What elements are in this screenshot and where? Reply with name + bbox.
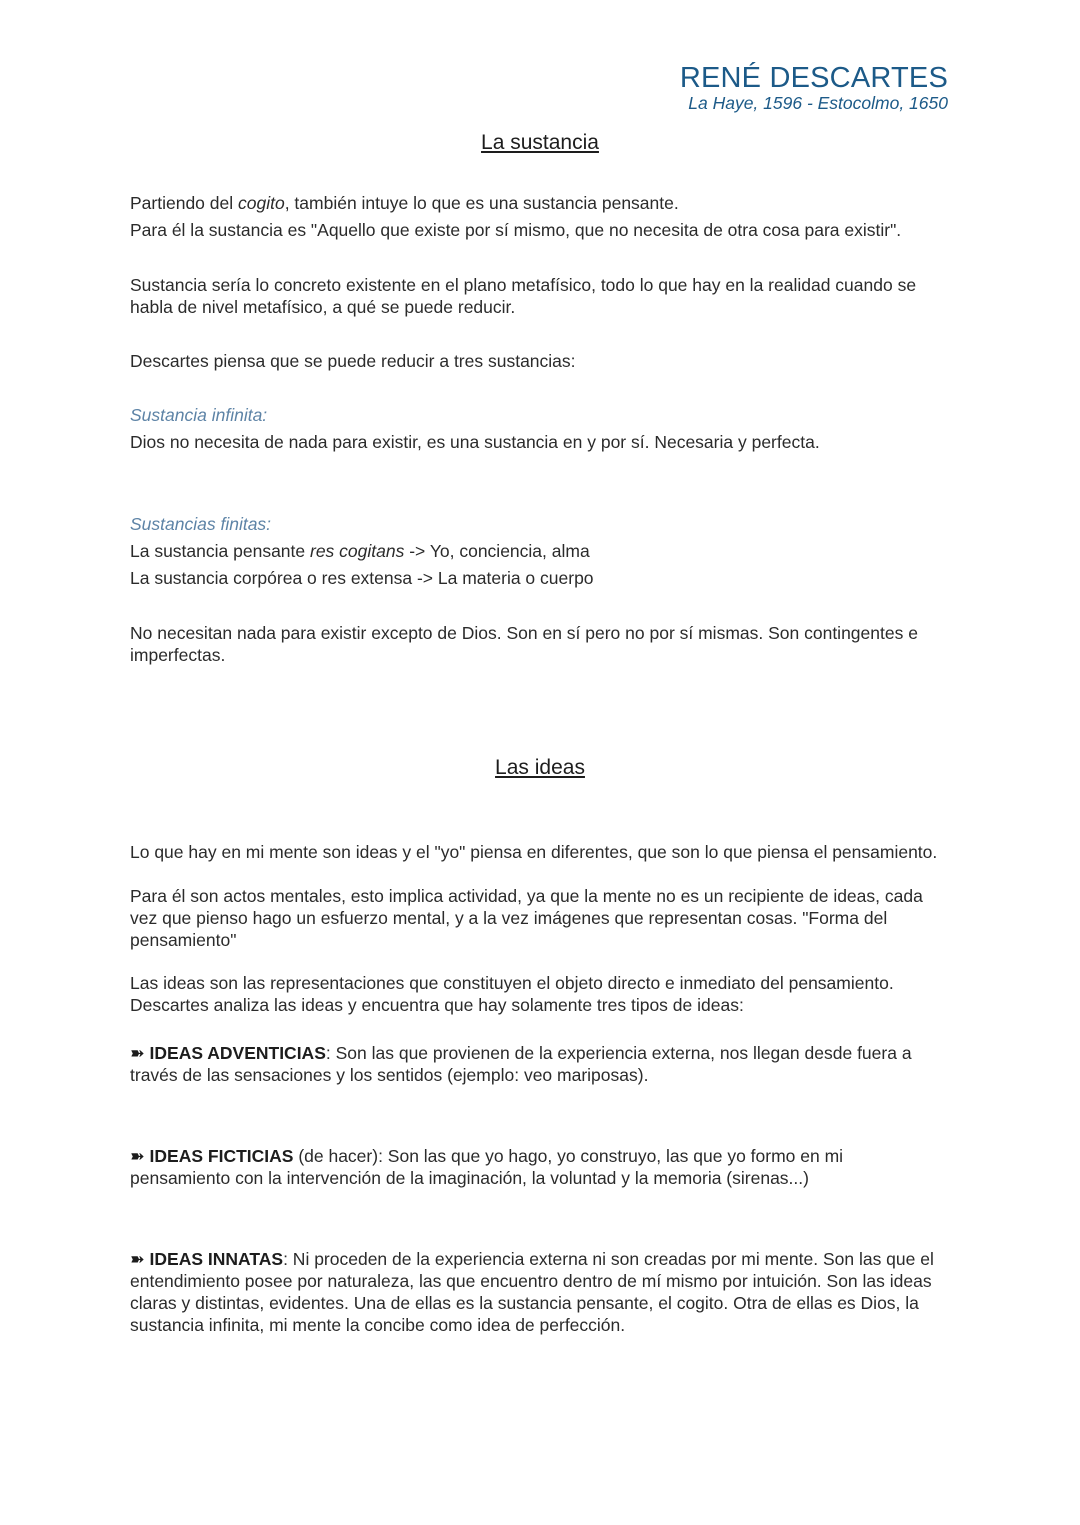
list-item-ideas-adventicias: ➽ IDEAS ADVENTICIAS: Son las que provienen de la experiencia externa, nos llegan desde fuera a (130, 1043, 912, 1063)
paragraph-line: pensamiento" (130, 930, 237, 950)
paragraph-line: entendimiento posee por naturaleza, las que encuentro dentro de mí mismo por intuición. Son las ideas (130, 1271, 932, 1291)
list-item-ideas-innatas: ➽ IDEAS INNATAS: Ni proceden de la experiencia externa ni son creadas por mi mente. Son las que el (130, 1249, 934, 1269)
paragraph-line: Para él la sustancia es "Aquello que existe por sí mismo, que no necesita de otra cosa para existir". (130, 220, 902, 240)
subheading-sustancias-finitas: Sustancias finitas: (130, 514, 272, 534)
arrow-bullet-icon: ➽ (130, 1043, 145, 1063)
paragraph-line: vez que pienso hago un esfuerzo mental, y a la vez imágenes que representan cosas. "Forma del (130, 908, 888, 928)
paragraph-line: Dios no necesita de nada para existir, es una sustancia en y por sí. Necesaria y perfecta. (130, 432, 820, 452)
arrow-bullet-icon: ➽ (130, 1249, 145, 1269)
paragraph-line: No necesitan nada para existir excepto de Dios. Son en sí pero no por sí mismas. Son contingentes e (130, 623, 918, 643)
subheading-sustancia-infinita: Sustancia infinita: (130, 405, 268, 425)
paragraph-line: través de las sensaciones y los sentidos (ejemplo: veo mariposas). (130, 1065, 649, 1085)
list-item-ideas-ficticias: ➽ IDEAS FICTICIAS (de hacer): Son las que yo hago, yo construyo, las que yo formo en mi (130, 1146, 844, 1166)
paragraph-line: Lo que hay en mi mente son ideas y el "yo" piensa en diferentes, que son lo que piensa el pensamiento. (130, 842, 938, 862)
paragraph-line: Partiendo del cogito, también intuye lo que es una sustancia pensante. (130, 193, 679, 213)
arrow-bullet-icon: ➽ (130, 1146, 145, 1166)
paragraph-line: claras y distintas, evidentes. Una de ellas es la sustancia pensante, el cogito. Otra de ellas es Dios, la (130, 1293, 919, 1313)
paragraph-line: Descartes piensa que se puede reducir a tres sustancias: (130, 351, 576, 371)
author-dates: La Haye, 1596 - Estocolmo, 1650 (688, 93, 948, 113)
section-title-ideas: Las ideas (495, 756, 585, 779)
section-title-sustancia: La sustancia (481, 131, 599, 154)
paragraph-line: pensamiento con la intervención de la imaginación, la voluntad y la memoria (sirenas...) (130, 1168, 809, 1188)
paragraph-line: La sustancia corpórea o res extensa -> La materia o cuerpo (130, 568, 594, 588)
paragraph-line: habla de nivel metafísico, a qué se puede reducir. (130, 297, 516, 317)
paragraph-line: Descartes analiza las ideas y encuentra que hay solamente tres tipos de ideas: (130, 995, 744, 1015)
author-name: RENÉ DESCARTES (679, 62, 948, 94)
paragraph-line: imperfectas. (130, 645, 226, 665)
paragraph-line: La sustancia pensante res cogitans -> Yo, conciencia, alma (130, 541, 590, 561)
paragraph-line: Sustancia sería lo concreto existente en el plano metafísico, todo lo que hay en la realidad cuando se (130, 275, 917, 295)
paragraph-line: sustancia infinita, mi mente la concibe como idea de perfección. (130, 1315, 626, 1335)
paragraph-line: Las ideas son las representaciones que constituyen el objeto directo e inmediato del pensamiento. (130, 973, 894, 993)
paragraph-line: Para él son actos mentales, esto implica actividad, ya que la mente no es un recipiente de ideas, cada (130, 886, 923, 906)
